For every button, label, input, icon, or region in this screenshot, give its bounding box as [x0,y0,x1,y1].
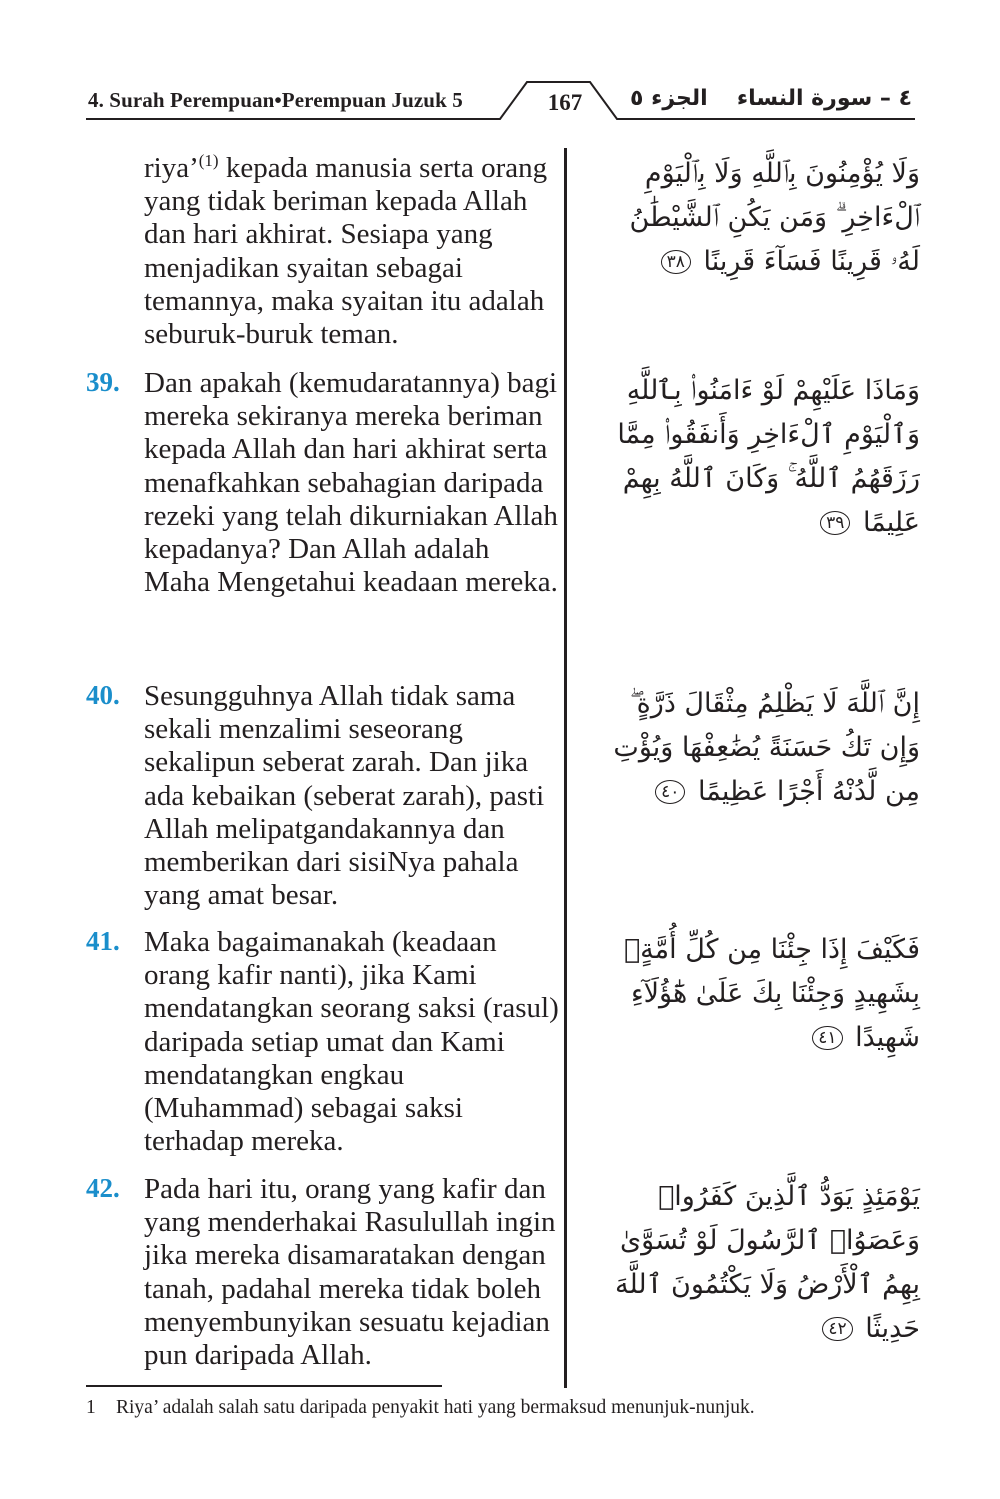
verse-translation: Dan apakah (kemudaratannya) bagi mereka sekiranya mereka beriman kepada Allah dan hari akhirat serta menafkahkan sebahagian daripada rezeki yang telah dikurniakan Allah kepadanya? Dan Allah adalah Maha Mengetahui keadaan mereka. [144,367,558,599]
footnote [86,1397,755,1419]
verse-arabic: وَلَا يُؤْمِنُونَ بِٱللَّهِ وَلَا بِٱلْيَوْمِ ٱلْءَاخِرِ ۗ وَمَن يَكُنِ ٱلشَّيْطَٰنُ لَهُۥ قَرِينًا فَسَآءَ قَرِينًا ٣٨ [629,158,920,277]
ayah-number-badge: ٤١ [812,1026,842,1050]
ayah-number-badge: ٤٢ [822,1317,852,1341]
ayah-number-badge: ٣٩ [820,511,850,535]
surah-label-arabic: ٤ – سورة النساء [736,86,912,111]
column-divider [564,148,567,1388]
verse-arabic: يَوْمَئِذٍ يَوَدُّ ٱلَّذِينَ كَفَرُوا۟ وَعَصَوُا۟ ٱلرَّسُولَ لَوْ تُسَوَّىٰ بِهِمُ ٱلْأَرْضُ وَلَا يَكْتُمُونَ ٱللَّهَ حَدِيثًا ٤٢ [614,1181,920,1344]
verse-number: 41. [86,926,120,956]
verse-arabic: إِنَّ ٱللَّهَ لَا يَظْلِمُ مِثْقَالَ ذَرَّةٍ ۖ وَإِن تَكُ حَسَنَةً يُضَٰعِفْهَا وَيُؤْتِ مِن لَّدُنْهُ أَجْرًا عَظِيمًا ٤٠ [613,688,920,807]
verse-arabic: وَمَاذَا عَلَيْهِمْ لَوْ ءَامَنُوا۟ بِٱللَّهِ وَٱلْيَوْمِ ٱلْءَاخِرِ وَأَنفَقُوا۟ مِمَّا رَزَقَهُمُ ٱللَّهُ ۚ وَكَانَ ٱللَّهُ بِهِمْ عَلِيمًا ٣٩ [617,375,920,538]
ayah-number-badge: ٤٠ [655,780,685,804]
verse-number: 39. [86,367,120,397]
footnote-number: 1 [86,1397,96,1418]
verse-translation: Maka bagaimanakah (keadaan orang kafir nanti), jika Kami mendatangkan seorang saksi (rasul) daripada setiap umat dan Kami mendatangkan engkau (Muhammad) sebagai saksi terhadap mereka. [144,926,559,1158]
footnote-marker[interactable]: (1) [198,151,219,170]
footnote-text: Riya’ adalah salah satu daripada penyakit hati yang bermaksud menunjuk-nunjuk. [116,1397,755,1418]
verse-arabic: فَكَيْفَ إِذَا جِئْنَا مِن كُلِّ أُمَّةٍۢ بِشَهِيدٍ وَجِئْنَا بِكَ عَلَىٰ هَٰٓؤُلَآءِ شَهِيدًا ٤١ [623,934,920,1053]
verse-translation: riya’$^{(1)}$ kepada manusia serta orang yang tidak beriman kepada Allah dan hari akhirat. Sesiapa yang menjadikan syaitan sebagai temannya, maka syaitan itu adalah seburuk-buruk teman. [144,151,548,351]
verse-number: 40. [86,680,120,710]
running-title: 4. Surah Perempuan•Perempuan Juzuk 5 [88,88,463,112]
juz-label-arabic: الجزء ٥ [630,86,708,111]
page-number: 167 [547,90,583,115]
footnote-rule [86,1385,442,1387]
ayah-number-badge: ٣٨ [661,250,691,274]
verse-number: 42. [86,1173,120,1203]
verse-translation: Sesungguhnya Allah tidak sama sekali menzalimi seseorang sekalipun seberat zarah. Dan jika ada kebaikan (seberat zarah), pasti Allah melipatgandakannya dan memberikan dari sisiNya pahala yang amat besar. [144,680,545,912]
verse-translation: Pada hari itu, orang yang kafir dan yang menderhakai Rasulullah ingin jika mereka disamaratakan dengan tanah, padahal mereka tidak boleh menyembunyikan sesuatu kejadian pun daripada Allah. [144,1173,556,1372]
page-header [0,0,1000,130]
